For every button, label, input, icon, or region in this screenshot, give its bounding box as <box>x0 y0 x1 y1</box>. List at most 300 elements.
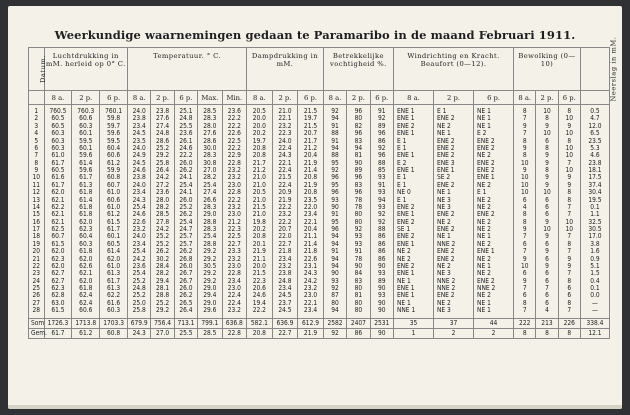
table-cell: 19.5 <box>580 197 609 204</box>
table-cell: NE 1 <box>474 105 514 116</box>
table-cell: 89 <box>370 123 393 130</box>
table-cell: 93 <box>370 204 393 211</box>
table-cell: 96 <box>347 174 370 181</box>
table-cell: 0.4 <box>580 278 609 285</box>
table-cell: 10 <box>558 226 580 233</box>
table-cell: 22.4 <box>272 167 298 174</box>
table-cell: 7 <box>514 285 536 292</box>
table-cell: 80 <box>347 115 370 122</box>
table-cell: 24.2 <box>151 174 174 181</box>
table-cell: 9 <box>536 182 558 189</box>
table-cell: 21.9 <box>298 182 324 189</box>
table-cell: 20.2 <box>247 226 273 233</box>
table-cell: 23.2 <box>272 123 298 130</box>
table-cell: 25.2 <box>151 145 174 152</box>
table-cell: E 1 <box>474 189 514 196</box>
table-cell: 24.6 <box>174 145 197 152</box>
table-cell: 37.4 <box>580 182 609 189</box>
table-cell: 5.1 <box>580 263 609 270</box>
table-cell: ENE 2 <box>393 204 433 211</box>
table-cell: 61.2 <box>100 211 128 218</box>
table-cell: NNE 2 <box>433 285 473 292</box>
sum-label: Som <box>29 318 45 328</box>
table-cell: 23.8 <box>128 174 151 181</box>
table-cell: 86 <box>370 241 393 248</box>
header-dampdrukking: Dampdrukking in mM. <box>247 48 324 91</box>
table-cell: 29.2 <box>151 152 174 159</box>
table-cell: 6 <box>514 197 536 204</box>
table-cell: NE 1 <box>474 233 514 240</box>
table-cell: 29.4 <box>198 292 222 299</box>
table-cell: 60.3 <box>100 307 128 318</box>
mean-cell: 22.8 <box>222 328 247 338</box>
table-cell: 83 <box>347 138 370 145</box>
day-cell: 13 <box>29 197 45 204</box>
table-cell: 94 <box>323 307 346 318</box>
table-cell: 25.0 <box>128 300 151 307</box>
table-cell: 62.1 <box>44 197 72 204</box>
table-cell: 60.7 <box>44 233 72 240</box>
table-cell: 23.8 <box>128 115 151 122</box>
table-cell: 6.5 <box>580 130 609 137</box>
table-cell: 78 <box>347 256 370 263</box>
table-cell: 61.5 <box>44 307 72 318</box>
table-cell: 24.6 <box>247 292 273 299</box>
table-cell: 25.8 <box>151 160 174 167</box>
table-cell: ENE 2 <box>393 233 433 240</box>
table-cell: 10 <box>536 130 558 137</box>
mean-cell: 90 <box>370 328 393 338</box>
table-cell: 95 <box>323 219 346 226</box>
subheader-blank <box>580 91 609 105</box>
table-cell: 30.5 <box>198 263 222 270</box>
table-cell: 27.4 <box>151 123 174 130</box>
table-cell: 20.8 <box>247 152 273 159</box>
table-cell: 96 <box>370 130 393 137</box>
table-cell: 86 <box>370 233 393 240</box>
table-cell: 24.3 <box>128 197 151 204</box>
table-cell: 90 <box>370 300 393 307</box>
table-cell: 21.0 <box>247 182 273 189</box>
subheader: 8 a. <box>393 91 433 105</box>
subheader: 6 p. <box>370 91 393 105</box>
table-cell: 59.5 <box>72 138 100 145</box>
table-cell: 96 <box>347 189 370 196</box>
table-cell: 22.8 <box>222 189 247 196</box>
table-cell: 60.3 <box>72 123 100 130</box>
table-cell: 9 <box>558 182 580 189</box>
table-cell: 62.2 <box>44 204 72 211</box>
table-row <box>29 307 610 318</box>
table-cell: 81 <box>347 292 370 299</box>
table-cell: 80 <box>347 285 370 292</box>
table-cell: 20.0 <box>247 123 273 130</box>
table-cell: 22.3 <box>272 130 298 137</box>
table-cell: NE 2 <box>474 152 514 159</box>
table-cell: 96 <box>323 174 346 181</box>
table-cell: 27.6 <box>151 115 174 122</box>
table-cell: 7 <box>514 115 536 122</box>
table-cell: 90 <box>370 285 393 292</box>
table-cell: 96 <box>370 152 393 159</box>
table-cell: 9 <box>514 123 536 130</box>
table-cell: 20.8 <box>298 189 324 196</box>
table-cell: NE 0 <box>393 189 433 196</box>
table-cell: NE 3 <box>433 197 473 204</box>
table-cell: ENE 1 <box>393 270 433 277</box>
table-cell: ENE 2 <box>474 167 514 174</box>
day-cell: 8 <box>29 160 45 167</box>
table-cell: 6 <box>536 300 558 307</box>
table-cell: 93 <box>347 233 370 240</box>
table-cell: 10 <box>558 130 580 137</box>
table-cell: 26.2 <box>174 167 197 174</box>
table-cell: 0.1 <box>580 204 609 211</box>
table-cell: ENE 1 <box>393 115 433 122</box>
table-cell: 26.0 <box>174 197 197 204</box>
sum-cell: 213 <box>536 318 558 328</box>
table-cell: 61.8 <box>72 189 100 196</box>
table-cell: 29.0 <box>198 285 222 292</box>
table-cell: 22.4 <box>222 292 247 299</box>
table-cell: 30.8 <box>198 160 222 167</box>
sum-cell: 44 <box>474 318 514 328</box>
table-cell: 91 <box>323 123 346 130</box>
table-cell: NE 1 <box>433 130 473 137</box>
table-cell: 32.5 <box>580 219 609 226</box>
subheader: 2 p. <box>151 91 174 105</box>
observations-table-wrapper <box>28 36 618 339</box>
table-cell: NE 1 <box>393 300 433 307</box>
mean-cell: 28.5 <box>198 328 222 338</box>
table-cell: ENE 2 <box>433 182 473 189</box>
table-cell: 23.4 <box>298 307 324 318</box>
table-cell: 21.5 <box>298 123 324 130</box>
table-cell: 9 <box>536 263 558 270</box>
table-cell: 22.4 <box>272 145 298 152</box>
sum-cell: 612.9 <box>298 318 324 328</box>
table-cell: 7 <box>558 248 580 255</box>
table-cell: 80 <box>347 307 370 318</box>
table-cell: 90 <box>323 270 346 277</box>
table-cell: 86 <box>370 138 393 145</box>
table-cell: ENE 2 <box>474 278 514 285</box>
table-cell: 5.3 <box>580 145 609 152</box>
table-cell: ENE 1 <box>393 152 433 159</box>
mean-cell: 1 <box>393 328 433 338</box>
table-cell: 92 <box>347 226 370 233</box>
table-cell: 60.1 <box>100 233 128 240</box>
table-cell: 22.8 <box>222 160 247 167</box>
table-cell: 0.9 <box>580 256 609 263</box>
table-cell: 20.9 <box>272 189 298 196</box>
table-cell: 21.9 <box>298 160 324 167</box>
table-cell: 24.0 <box>128 105 151 116</box>
table-cell: 20.4 <box>298 152 324 159</box>
table-cell: 95 <box>323 182 346 189</box>
table-cell: 22.2 <box>174 152 197 159</box>
table-cell: 21.7 <box>247 160 273 167</box>
day-cell: 5 <box>29 138 45 145</box>
table-cell: 92 <box>370 211 393 218</box>
table-cell: 10 <box>514 174 536 181</box>
table-cell: 9 <box>514 226 536 233</box>
table-cell: 26.2 <box>174 211 197 218</box>
table-cell: 7 <box>536 285 558 292</box>
sum-cell: 1703.3 <box>100 318 128 328</box>
table-cell: 17.0 <box>580 233 609 240</box>
table-cell: 6 <box>536 256 558 263</box>
table-cell: 6 <box>514 241 536 248</box>
table-cell: 62.1 <box>44 219 72 226</box>
table-cell: 94 <box>370 197 393 204</box>
table-cell: E 2 <box>474 130 514 137</box>
table-cell: 87 <box>323 292 346 299</box>
sum-cell: 222 <box>514 318 536 328</box>
table-cell: 59.9 <box>100 167 128 174</box>
table-cell: 19.4 <box>247 300 273 307</box>
table-cell: 62.0 <box>72 256 100 263</box>
table-cell: 24.3 <box>272 152 298 159</box>
table-cell: 93 <box>370 174 393 181</box>
table-cell: 6 <box>514 270 536 277</box>
table-cell: 22.1 <box>298 300 324 307</box>
header-temperatuur: Temperatuur. ° C. <box>128 48 247 91</box>
table-cell: 25.2 <box>151 241 174 248</box>
table-cell: 26.2 <box>174 248 197 255</box>
sum-cell: 1726.3 <box>44 318 72 328</box>
table-cell: 8 <box>558 105 580 116</box>
table-cell: 6 <box>558 292 580 299</box>
table-cell: 24.7 <box>174 226 197 233</box>
observations-table <box>28 36 618 339</box>
table-cell: ENE 1 <box>393 105 433 116</box>
table-cell: 94 <box>347 145 370 152</box>
table-cell: 0.1 <box>580 285 609 292</box>
table-cell: 8 <box>536 167 558 174</box>
table-cell: ENE 1 <box>474 174 514 181</box>
table-cell: 25.2 <box>151 300 174 307</box>
table-cell: 19.8 <box>247 219 273 226</box>
mean-cell: 8 <box>558 328 580 338</box>
table-cell: 28.8 <box>198 241 222 248</box>
table-cell: 22.2 <box>272 204 298 211</box>
table-cell: 8 <box>558 197 580 204</box>
table-cell: 88 <box>323 130 346 137</box>
table-cell: 6 <box>536 270 558 277</box>
table-cell: 10 <box>536 189 558 196</box>
table-cell: 17.5 <box>580 174 609 181</box>
table-cell: 61.7 <box>44 160 72 167</box>
table-cell: 59.6 <box>100 130 128 137</box>
table-cell: 96 <box>347 105 370 116</box>
table-cell: 61.4 <box>72 197 100 204</box>
table-cell: 22.1 <box>272 115 298 122</box>
table-cell: 62.4 <box>72 300 100 307</box>
table-cell: 85 <box>370 167 393 174</box>
table-cell: NNE 2 <box>433 278 473 285</box>
sum-cell: 582.1 <box>247 318 273 328</box>
table-cell: ENE 2 <box>474 160 514 167</box>
table-cell: 8 <box>514 138 536 145</box>
table-cell: 61.6 <box>100 300 128 307</box>
table-cell: 23.2 <box>222 307 247 318</box>
table-cell: 30.0 <box>198 145 222 152</box>
table-cell: 20.8 <box>247 145 273 152</box>
day-cell: 23 <box>29 270 45 277</box>
table-cell: 10 <box>558 152 580 159</box>
table-cell: 21.8 <box>298 248 324 255</box>
table-cell: 80 <box>347 300 370 307</box>
table-cell: 88 <box>323 152 346 159</box>
table-cell: 25.2 <box>174 204 197 211</box>
subheader: 2 p. <box>72 91 100 105</box>
table-cell: 86 <box>370 256 393 263</box>
table-cell: 4 <box>514 204 536 211</box>
table-cell: 24.6 <box>128 167 151 174</box>
table-cell: 8 <box>514 219 536 226</box>
mean-cell: 2 <box>433 328 473 338</box>
table-cell: 60.8 <box>100 174 128 181</box>
table-cell: 9 <box>558 123 580 130</box>
table-cell: 21.2 <box>298 145 324 152</box>
table-cell: 62.3 <box>44 256 72 263</box>
table-cell: 7 <box>514 233 536 240</box>
header-vochtigheid: Betrekkelijke vochtigheid %. <box>323 48 393 91</box>
sum-cell: 636.8 <box>222 318 247 328</box>
table-cell: 6 <box>536 278 558 285</box>
table-cell: 62.5 <box>44 226 72 233</box>
table-cell: 29.0 <box>198 211 222 218</box>
table-cell: 29.0 <box>198 300 222 307</box>
table-cell: 22.1 <box>298 219 324 226</box>
table-cell: 26.6 <box>198 197 222 204</box>
table-cell: 29.2 <box>198 248 222 255</box>
table-cell: 20.5 <box>247 105 273 116</box>
table-cell: NE 1 <box>474 123 514 130</box>
table-cell: 62.7 <box>44 278 72 285</box>
table-cell: 23.6 <box>128 263 151 270</box>
table-cell: ENE 2 <box>433 226 473 233</box>
table-cell: 62.8 <box>44 292 72 299</box>
table-cell: 28.6 <box>151 138 174 145</box>
table-cell: 60.1 <box>72 145 100 152</box>
table-cell: 6 <box>536 204 558 211</box>
sum-cell: 756.4 <box>151 318 174 328</box>
table-cell: 19.7 <box>247 138 273 145</box>
table-cell: 21.5 <box>298 105 324 116</box>
table-cell: 7 <box>514 130 536 137</box>
table-cell: 24.8 <box>272 278 298 285</box>
table-cell: 29.2 <box>198 270 222 277</box>
table-cell: ENE 1 <box>393 285 433 292</box>
subheader: 8 a. <box>323 91 346 105</box>
table-cell: 62.3 <box>44 285 72 292</box>
table-cell: 91 <box>323 138 346 145</box>
day-cell: 1 <box>29 105 45 116</box>
table-cell: 23.4 <box>298 211 324 218</box>
table-cell: 20.0 <box>247 263 273 270</box>
table-cell: ENE 2 <box>474 138 514 145</box>
table-cell: 61.3 <box>100 270 128 277</box>
table-cell: 20.8 <box>247 233 273 240</box>
table-cell: 9 <box>558 263 580 270</box>
table-cell: 86 <box>370 248 393 255</box>
table-cell: 23.0 <box>222 182 247 189</box>
table-cell: 12.0 <box>580 123 609 130</box>
sum-cell: 2531 <box>370 318 393 328</box>
table-cell: 61.3 <box>72 182 100 189</box>
table-cell: NE 3 <box>433 270 473 277</box>
table-cell: 26.7 <box>174 278 197 285</box>
table-cell: NE 2 <box>433 300 473 307</box>
day-cell: 16 <box>29 219 45 226</box>
mean-cell: 8 <box>514 328 536 338</box>
table-cell: E 1 <box>393 138 433 145</box>
table-cell: 62.0 <box>72 219 100 226</box>
table-cell: 24.5 <box>128 160 151 167</box>
table-cell: NE 1 <box>474 115 514 122</box>
table-cell: 6 <box>536 138 558 145</box>
table-cell: E 1 <box>433 105 473 116</box>
mean-cell: 21.9 <box>298 328 324 338</box>
table-cell: 21.4 <box>298 167 324 174</box>
table-cell: 91 <box>323 211 346 218</box>
day-cell: 27 <box>29 300 45 307</box>
table-cell: 93 <box>323 278 346 285</box>
table-cell: ENE 2 <box>474 211 514 218</box>
table-cell: 22.2 <box>222 197 247 204</box>
subheader: 8 a. <box>247 91 273 105</box>
table-cell: 20.1 <box>247 241 273 248</box>
table-cell: 10 <box>558 219 580 226</box>
table-cell: 27.2 <box>151 182 174 189</box>
table-cell: 59.5 <box>100 138 128 145</box>
table-cell: 9 <box>514 256 536 263</box>
header-bewolking: Bewolking (0—10) <box>514 48 581 91</box>
table-cell: 24.0 <box>128 233 151 240</box>
subheader: 8 a. <box>44 91 72 105</box>
day-cell: 19 <box>29 241 45 248</box>
table-cell: 25.4 <box>198 182 222 189</box>
mean-cell: 61.7 <box>44 328 72 338</box>
table-cell: 8 <box>536 145 558 152</box>
table-cell: 60.3 <box>72 241 100 248</box>
table-cell: 24.2 <box>298 278 324 285</box>
table-cell: NE 2 <box>474 292 514 299</box>
table-cell: 62.1 <box>72 270 100 277</box>
mean-cell: 8 <box>536 328 558 338</box>
table-cell: 25.4 <box>128 248 151 255</box>
table-cell: 21.5 <box>247 204 273 211</box>
table-cell: NE 2 <box>474 204 514 211</box>
table-cell: 60.3 <box>44 138 72 145</box>
table-cell: 61.8 <box>72 204 100 211</box>
table-cell: ENE 1 <box>393 241 433 248</box>
table-cell: 81 <box>347 152 370 159</box>
table-cell: 6 <box>558 285 580 292</box>
table-cell: 23.0 <box>222 211 247 218</box>
table-cell: 60.4 <box>100 145 128 152</box>
subheader: 6 p. <box>558 91 580 105</box>
table-cell: 1.1 <box>580 211 609 218</box>
table-cell: 61.8 <box>72 285 100 292</box>
table-cell: 23.8 <box>580 160 609 167</box>
table-cell: 23.8 <box>272 270 298 277</box>
table-cell: 24.5 <box>272 307 298 318</box>
table-cell: 92 <box>323 285 346 292</box>
table-cell: 1.5 <box>580 270 609 277</box>
